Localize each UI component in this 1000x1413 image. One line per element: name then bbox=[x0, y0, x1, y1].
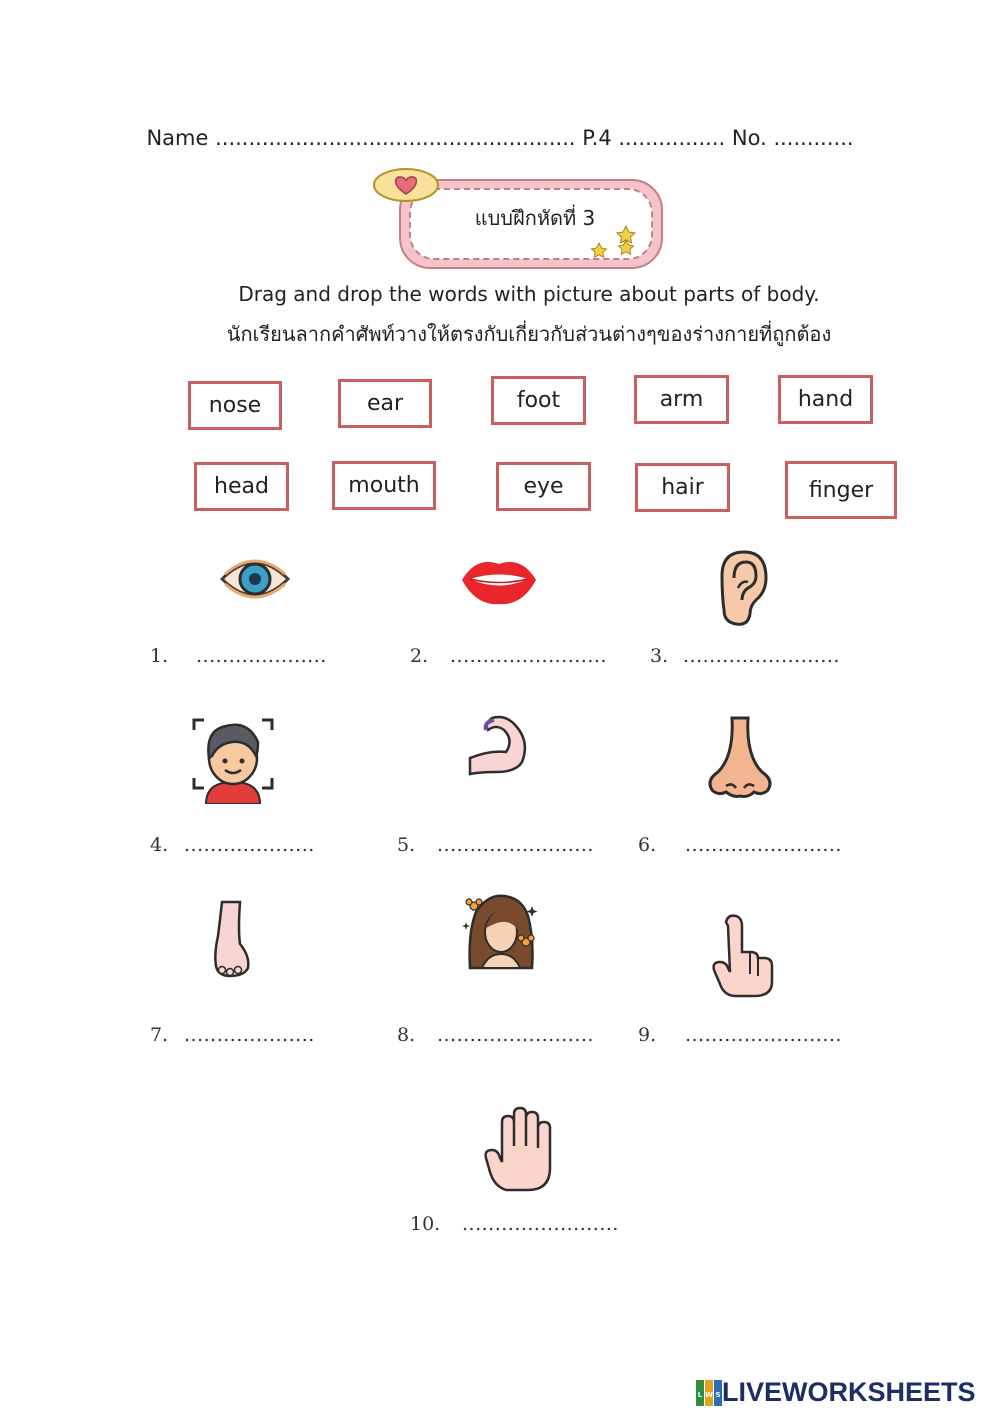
brand-letter-s: S bbox=[715, 1390, 721, 1399]
answer-blank-1[interactable]: .................... bbox=[196, 645, 327, 667]
head-icon bbox=[192, 716, 274, 804]
answer-blank-9[interactable]: ........................ bbox=[685, 1024, 842, 1046]
word-card-finger[interactable]: finger bbox=[785, 461, 897, 519]
foot-icon bbox=[210, 900, 254, 980]
mouth-icon bbox=[460, 552, 538, 608]
hand-icon bbox=[484, 1106, 554, 1192]
answer-blank-4[interactable]: .................... bbox=[184, 834, 315, 856]
brand-letter-l: L bbox=[697, 1390, 703, 1399]
number-dots[interactable]: ............ bbox=[773, 126, 854, 150]
finger-icon bbox=[706, 912, 776, 998]
word-card-foot[interactable]: foot bbox=[491, 376, 586, 425]
item-number-6: 6. bbox=[638, 834, 657, 856]
item-number-8: 8. bbox=[397, 1024, 416, 1046]
item-number-9: 9. bbox=[638, 1024, 657, 1046]
item-number-5: 5. bbox=[397, 834, 416, 856]
brand-letter-w: W bbox=[705, 1390, 713, 1399]
word-card-nose[interactable]: nose bbox=[188, 381, 282, 430]
class-dots[interactable]: ................ bbox=[618, 126, 726, 150]
item-number-1: 1. bbox=[150, 645, 169, 667]
brand-name: LIVEWORKSHEETS bbox=[722, 1377, 976, 1407]
class-label: P.4 bbox=[582, 126, 612, 150]
answer-blank-6[interactable]: ........................ bbox=[685, 834, 842, 856]
word-card-head[interactable]: head bbox=[194, 462, 289, 511]
student-info-line bbox=[0, 126, 1000, 150]
name-label: Name bbox=[146, 126, 209, 150]
arm-icon bbox=[466, 712, 532, 776]
answer-blank-3[interactable]: ........................ bbox=[683, 645, 840, 667]
instructions-thai: นักเรียนลากคำศัพท์วางให้ตรงกับเกี่ยวกับส่วนต่างๆของร่างกายที่ถูกต้อง bbox=[226, 322, 832, 346]
word-card-hair[interactable]: hair bbox=[635, 463, 730, 512]
word-card-ear[interactable]: ear bbox=[338, 379, 432, 428]
name-dots[interactable]: ...................................................... bbox=[215, 126, 576, 150]
brand-mark-icon bbox=[696, 1380, 722, 1406]
instructions-english: Drag and drop the words with picture about parts of body. bbox=[238, 282, 820, 306]
item-number-10: 10. bbox=[410, 1213, 441, 1235]
answer-blank-2[interactable]: ........................ bbox=[450, 645, 607, 667]
ear-icon bbox=[712, 548, 770, 628]
item-number-3: 3. bbox=[650, 645, 669, 667]
item-number-2: 2. bbox=[410, 645, 429, 667]
word-card-eye[interactable]: eye bbox=[496, 462, 591, 511]
liveworksheets-logo bbox=[696, 1377, 976, 1408]
number-label: No. bbox=[731, 126, 767, 150]
eye-icon bbox=[218, 550, 292, 608]
item-number-4: 4. bbox=[150, 834, 169, 856]
answer-blank-7[interactable]: .................... bbox=[184, 1024, 315, 1046]
word-card-hand[interactable]: hand bbox=[778, 375, 873, 424]
answer-blank-10[interactable]: ........................ bbox=[462, 1213, 619, 1235]
hair-icon bbox=[460, 892, 540, 972]
heart-bubble-icon bbox=[374, 169, 438, 201]
word-card-mouth[interactable]: mouth bbox=[332, 461, 436, 510]
item-number-7: 7. bbox=[150, 1024, 169, 1046]
word-card-arm[interactable]: arm bbox=[634, 375, 729, 424]
answer-blank-5[interactable]: ........................ bbox=[437, 834, 594, 856]
answer-blank-8[interactable]: ........................ bbox=[437, 1024, 594, 1046]
worksheet-title: แบบฝึกหัดที่ 3 bbox=[474, 206, 596, 230]
nose-icon bbox=[704, 716, 776, 800]
